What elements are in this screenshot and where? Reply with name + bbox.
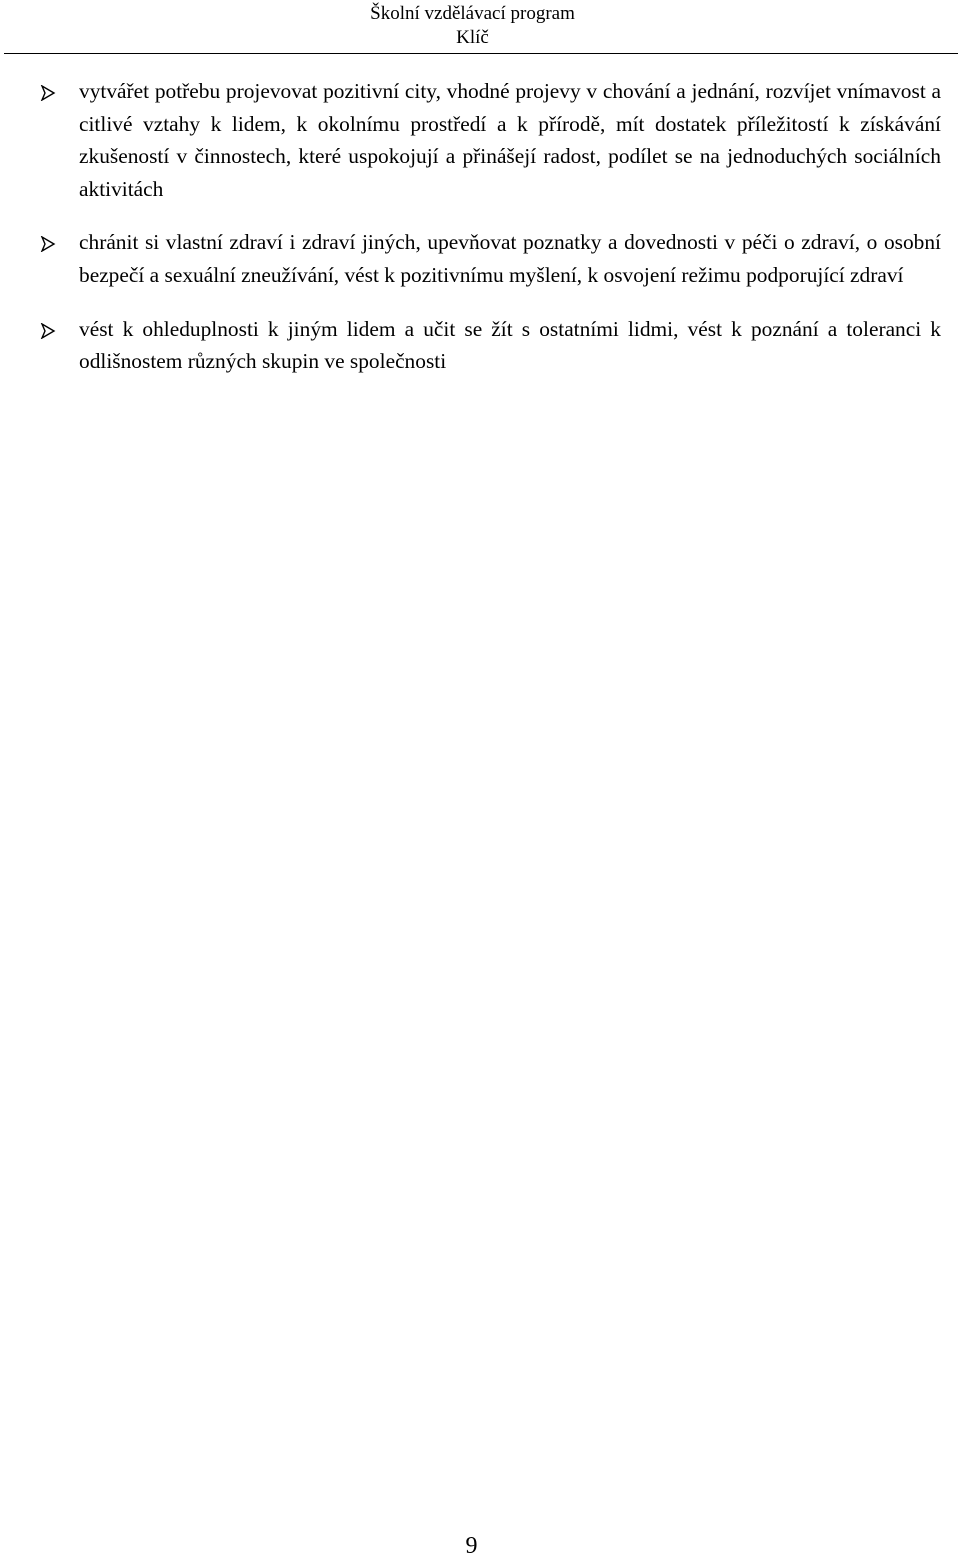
page-number: 9 [465, 1533, 478, 1559]
document-title: Školní vzdělávací program [370, 3, 575, 24]
arrow-bullet-icon [40, 236, 56, 252]
header-divider [4, 53, 958, 54]
list-item-text: vytvářet potřebu projevovat pozitivní city, vhodné projevy v chování a jednání, rozvíjet vnímavost a citlivé vztahy k lidem, k okolnímu prostředí a k přírodě, mít dostatek příležitostí k získávání zkušeností v činnostech, které uspokojují a přinášejí radost, podílet se na jednoduchých sociálních aktivitách [79, 79, 941, 201]
arrow-bullet-icon [40, 323, 56, 339]
list-item [0, 313, 960, 378]
bullet-list [0, 75, 960, 378]
document-subtitle: Klíč [456, 27, 489, 48]
list-item-text: chránit si vlastní zdraví i zdraví jiných, upevňovat poznatky a dovednosti v péči o zdraví, o osobní bezpečí a sexuální zneužívání, vést k pozitivnímu myšlení, k osvojení režimu podporující zdraví [79, 230, 941, 287]
list-item-text: vést k ohleduplnosti k jiným lidem a učit se žít s ostatními lidmi, vést k poznání a toleranci k odlišnostem různých skupin ve společnosti [79, 316, 941, 374]
list-item [0, 226, 960, 291]
arrow-bullet-icon [40, 85, 56, 101]
list-item [0, 75, 960, 205]
